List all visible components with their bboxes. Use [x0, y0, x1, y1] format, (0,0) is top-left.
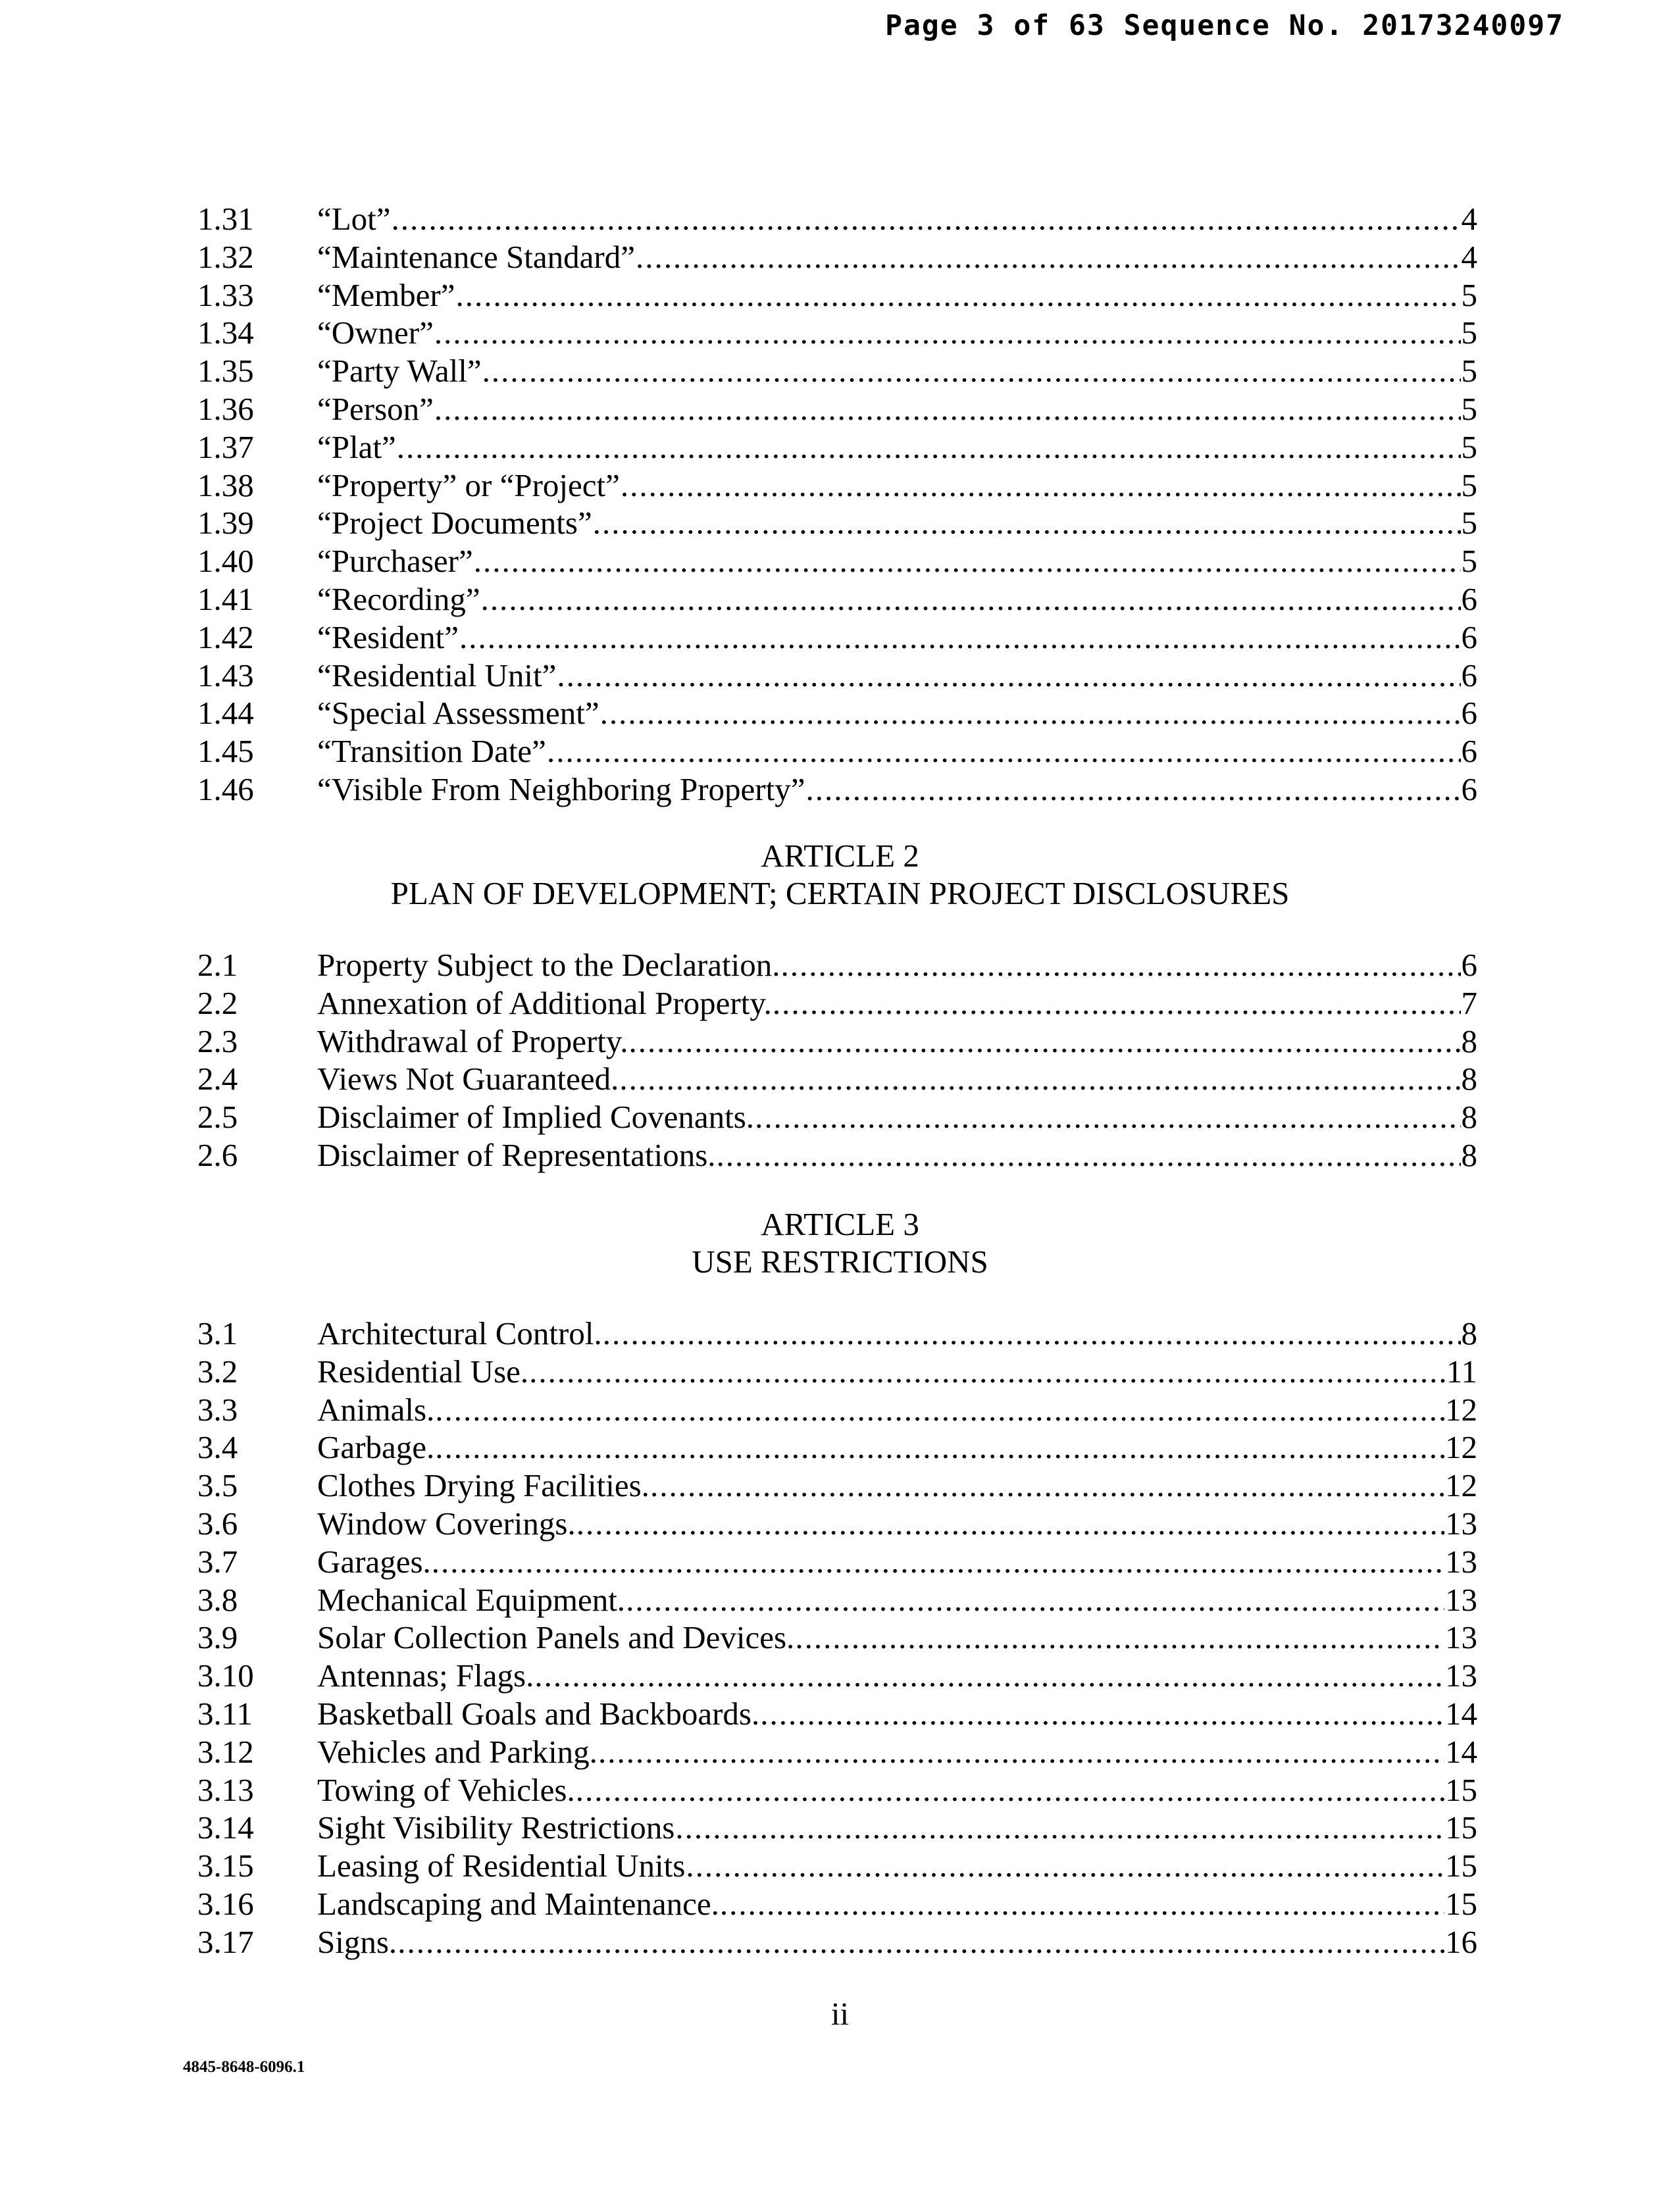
toc-entry-title: Clothes Drying Facilities. [317, 1467, 649, 1504]
dot-leader [434, 314, 1461, 352]
toc-entry-number: 3.4 [197, 1429, 238, 1466]
toc-entry [197, 314, 1477, 352]
toc-entry-title: “Resident” [317, 618, 459, 655]
toc-entry [197, 1885, 1477, 1923]
toc-entry-page: 13 [1445, 1543, 1477, 1580]
toc-entry-page: 7 [1461, 984, 1477, 1021]
toc-entry-number: 3.8 [197, 1581, 238, 1618]
dot-leader [397, 428, 1461, 466]
toc-entry-page: 15 [1445, 1885, 1477, 1922]
toc-entry-page: 13 [1445, 1657, 1477, 1694]
dot-leader [805, 770, 1460, 809]
toc-entry-number: 2.5 [197, 1099, 238, 1136]
toc-entry-title: “Plat” [317, 428, 396, 465]
toc-entry [197, 1315, 1477, 1353]
toc-entry-page: 13 [1445, 1619, 1477, 1656]
toc-entry-page: 8 [1461, 1061, 1477, 1097]
toc-entry-page: 6 [1461, 770, 1477, 807]
article-3-heading [0, 1205, 1680, 1280]
toc-entry-page: 12 [1445, 1467, 1477, 1504]
toc-entry-page: 12 [1445, 1429, 1477, 1466]
toc-entry-number: 1.32 [197, 238, 254, 275]
toc-entry-page: 4 [1461, 238, 1477, 275]
dot-leader [636, 238, 1461, 276]
toc-entry-page: 5 [1461, 315, 1477, 351]
dot-leader [435, 1428, 1444, 1467]
toc-entry-page: 5 [1461, 276, 1477, 313]
toc-entry-title: “Special Assessment” [317, 695, 599, 732]
dot-leader [456, 276, 1461, 315]
toc-entry-page: 5 [1461, 543, 1477, 580]
toc-entry [197, 466, 1477, 505]
toc-entry-title: “Person” [317, 390, 434, 427]
footer-page-number: ii [830, 1996, 850, 2032]
dot-leader [600, 694, 1461, 732]
toc-entry-page: 6 [1461, 657, 1477, 693]
dot-leader [717, 1136, 1461, 1174]
toc-entry-title: Views Not Guaranteed. [317, 1061, 619, 1097]
toc-entry-page: 15 [1445, 1809, 1477, 1846]
dot-leader [593, 504, 1461, 542]
toc-entry-title: Garages. [317, 1543, 431, 1580]
dot-leader [481, 580, 1461, 618]
toc-entry-title: Garbage. [317, 1429, 435, 1466]
toc-entry-number: 3.17 [197, 1923, 254, 1960]
toc-entry-number: 2.3 [197, 1022, 238, 1059]
dot-leader [434, 390, 1461, 428]
toc-entry [197, 732, 1477, 770]
toc-entry [197, 428, 1477, 466]
toc-entry-number: 3.11 [197, 1695, 253, 1732]
toc-entry-page: 6 [1461, 618, 1477, 655]
toc-entry-number: 1.41 [197, 580, 254, 617]
dot-leader [603, 1315, 1461, 1353]
toc-entry-number: 1.44 [197, 695, 254, 732]
article-3-title: USE RESTRICTIONS [692, 1244, 988, 1280]
toc-entry [197, 770, 1477, 809]
toc-entry-number: 1.45 [197, 733, 254, 770]
toc-article-1-continued [197, 200, 1477, 809]
toc-entry [197, 1657, 1477, 1695]
toc-entry [197, 984, 1477, 1022]
toc-entry-page: 4 [1461, 201, 1477, 237]
toc-entry-number: 2.4 [197, 1061, 238, 1097]
toc-entry-page: 8 [1461, 1022, 1477, 1059]
toc-entry-page: 6 [1461, 580, 1477, 617]
toc-entry-page: 5 [1461, 390, 1477, 427]
toc-entry-number: 3.14 [197, 1809, 254, 1846]
toc-entry-number: 3.2 [197, 1353, 238, 1390]
toc-entry-number: 3.9 [197, 1619, 238, 1656]
toc-entry-page: 12 [1445, 1391, 1477, 1428]
toc-entry-number: 2.6 [197, 1136, 238, 1173]
toc-entry [197, 1733, 1477, 1771]
dot-leader [557, 657, 1460, 695]
toc-entry-number: 1.35 [197, 353, 254, 390]
toc-entry-page: 6 [1461, 947, 1477, 983]
toc-entry-title: “Lot” [317, 201, 391, 237]
toc-entry [197, 1543, 1477, 1581]
toc-entry [197, 1022, 1477, 1061]
dot-leader [598, 1733, 1444, 1771]
dot-leader [576, 1505, 1444, 1543]
toc-entry [197, 694, 1477, 732]
toc-entry [197, 238, 1477, 276]
toc-entry-number: 1.33 [197, 276, 254, 313]
toc-entry-page: 13 [1445, 1581, 1477, 1618]
dot-leader [760, 1695, 1444, 1733]
article-2-label: ARTICLE 2 [761, 838, 919, 874]
toc-entry [197, 1809, 1477, 1847]
toc-entry [197, 1581, 1477, 1619]
toc-entry-number: 3.6 [197, 1505, 238, 1542]
toc-entry-page: 11 [1446, 1353, 1477, 1390]
toc-entry [197, 1391, 1477, 1429]
toc-entry-page: 15 [1445, 1848, 1477, 1884]
dot-leader [619, 1060, 1460, 1098]
toc-entry-number: 1.43 [197, 657, 254, 693]
toc-entry-number: 1.31 [197, 201, 254, 237]
toc-entry-page: 16 [1445, 1923, 1477, 1960]
dot-leader [773, 984, 1461, 1022]
toc-entry-title: Antennas; Flags. [317, 1657, 534, 1694]
dot-leader [720, 1885, 1444, 1923]
article-2-title: PLAN OF DEVELOPMENT; CERTAIN PROJECT DISCLOSURES [390, 875, 1290, 911]
dot-leader [795, 1619, 1444, 1657]
toc-entry-number: 1.38 [197, 466, 254, 503]
toc-entry-number: 3.13 [197, 1771, 254, 1808]
toc-entry-page: 5 [1461, 466, 1477, 503]
toc-entry [197, 504, 1477, 542]
dot-leader [781, 946, 1461, 984]
page-sequence-header: Page 3 of 63 Sequence No. 20173240097 [885, 9, 1564, 42]
toc-entry-page: 14 [1445, 1733, 1477, 1770]
toc-entry-title: Residential Use. [317, 1353, 529, 1390]
toc-entry-page: 8 [1461, 1099, 1477, 1136]
toc-entry-title: Property Subject to the Declaration. [317, 947, 780, 983]
toc-entry-number: 3.1 [197, 1315, 238, 1351]
toc-entry [197, 542, 1477, 580]
toc-entry [197, 1060, 1477, 1098]
toc-entry-number: 3.7 [197, 1543, 238, 1580]
toc-entry-page: 8 [1461, 1136, 1477, 1173]
toc-entry [197, 657, 1477, 695]
toc-entry-page: 5 [1461, 505, 1477, 541]
toc-entry-page: 14 [1445, 1695, 1477, 1732]
toc-entry [197, 390, 1477, 428]
toc-entry [197, 352, 1477, 390]
toc-entry-title: Window Coverings. [317, 1505, 576, 1542]
toc-article-3 [197, 1315, 1477, 1961]
dot-leader [686, 1847, 1444, 1885]
toc-entry [197, 580, 1477, 618]
toc-entry-number: 1.46 [197, 770, 254, 807]
dot-leader [529, 1353, 1446, 1391]
toc-entry-title: Architectural Control. [317, 1315, 602, 1351]
toc-entry-title: “Property” or “Project” [317, 466, 620, 503]
toc-entry-title: “Residential Unit” [317, 657, 557, 693]
toc-entry-title: Disclaimer of Representations. [317, 1136, 716, 1173]
dot-leader [534, 1657, 1444, 1695]
toc-entry-title: “Project Documents” [317, 505, 592, 541]
dot-leader [626, 1581, 1444, 1619]
dot-leader [755, 1098, 1460, 1136]
article-3-label: ARTICLE 3 [761, 1206, 919, 1242]
toc-entry [197, 618, 1477, 657]
toc-entry-title: Leasing of Residential Units [317, 1848, 686, 1884]
toc-entry-number: 1.36 [197, 390, 254, 427]
toc-entry-number: 3.3 [197, 1391, 238, 1428]
toc-entry-page: 6 [1461, 733, 1477, 770]
toc-article-2 [197, 946, 1477, 1174]
toc-entry-page: 5 [1461, 353, 1477, 390]
toc-entry-page: 8 [1461, 1315, 1477, 1351]
dot-leader [397, 1923, 1444, 1961]
toc-entry [197, 1098, 1477, 1136]
toc-entry-title: “Member” [317, 276, 455, 313]
toc-entry-number: 3.15 [197, 1848, 254, 1884]
dot-leader [482, 352, 1461, 390]
toc-entry-title: Withdrawal of Property. [317, 1022, 628, 1059]
toc-entry-title: “Owner” [317, 315, 434, 351]
toc-entry-page: 15 [1445, 1771, 1477, 1808]
dot-leader [474, 542, 1461, 580]
toc-entry-title: Solar Collection Panels and Devices. [317, 1619, 795, 1656]
toc-entry-title: Landscaping and Maintenance. [317, 1885, 719, 1922]
toc-entry-title: Signs. [317, 1923, 397, 1960]
document-id: 4845-8648-6096.1 [183, 2058, 305, 2076]
toc-entry [197, 946, 1477, 984]
toc-entry-title: Basketball Goals and Backboards. [317, 1695, 760, 1732]
toc-entry-title: “Party Wall” [317, 353, 482, 390]
article-2-heading [0, 837, 1680, 912]
toc-entry [197, 1353, 1477, 1391]
toc-entry-title: “Transition Date” [317, 733, 546, 770]
dot-leader [547, 732, 1461, 770]
toc-entry-title: Disclaimer of Implied Covenants. [317, 1099, 755, 1136]
toc-entry [197, 200, 1477, 238]
toc-entry [197, 1923, 1477, 1961]
toc-entry-number: 1.42 [197, 618, 254, 655]
toc-entry-number: 3.10 [197, 1657, 254, 1694]
toc-entry-title: “Visible From Neighboring Property” [317, 770, 805, 807]
toc-entry-title: Sight Visibility Restrictions [317, 1809, 675, 1846]
dot-leader [650, 1467, 1444, 1505]
toc-entry-title: Animals. [317, 1391, 435, 1428]
toc-entry-title: “Maintenance Standard” [317, 238, 635, 275]
toc-entry-number: 1.37 [197, 428, 254, 465]
dot-leader [435, 1391, 1444, 1429]
toc-entry-title: Mechanical Equipment. [317, 1581, 626, 1618]
toc-entry-title: Vehicles and Parking. [317, 1733, 598, 1770]
toc-entry-number: 3.5 [197, 1467, 238, 1504]
toc-entry [197, 1695, 1477, 1733]
toc-entry [197, 1505, 1477, 1543]
toc-entry-page: 5 [1461, 428, 1477, 465]
toc-entry-number: 2.1 [197, 947, 238, 983]
dot-leader [576, 1771, 1444, 1809]
toc-entry [197, 1428, 1477, 1467]
toc-entry-title: Towing of Vehicles. [317, 1771, 575, 1808]
toc-entry [197, 1467, 1477, 1505]
toc-entry-title: “Recording” [317, 580, 480, 617]
toc-entry-number: 1.39 [197, 505, 254, 541]
toc-entry [197, 1619, 1477, 1657]
dot-leader [432, 1543, 1444, 1581]
toc-entry-title: “Purchaser” [317, 543, 473, 580]
dot-leader [459, 618, 1461, 657]
toc-entry [197, 1136, 1477, 1174]
toc-entry [197, 276, 1477, 315]
toc-entry-number: 2.2 [197, 984, 238, 1021]
dot-leader [628, 1022, 1460, 1061]
toc-entry-number: 1.40 [197, 543, 254, 580]
toc-entry-number: 3.12 [197, 1733, 254, 1770]
toc-entry-number: 3.16 [197, 1885, 254, 1922]
toc-entry [197, 1847, 1477, 1885]
dot-leader [621, 466, 1461, 505]
toc-entry-title: Annexation of Additional Property. [317, 984, 772, 1021]
toc-entry [197, 1771, 1477, 1809]
toc-entry-page: 13 [1445, 1505, 1477, 1542]
toc-entry-number: 1.34 [197, 315, 254, 351]
dot-leader [392, 200, 1461, 238]
dot-leader [675, 1809, 1444, 1847]
toc-entry-page: 6 [1461, 695, 1477, 732]
